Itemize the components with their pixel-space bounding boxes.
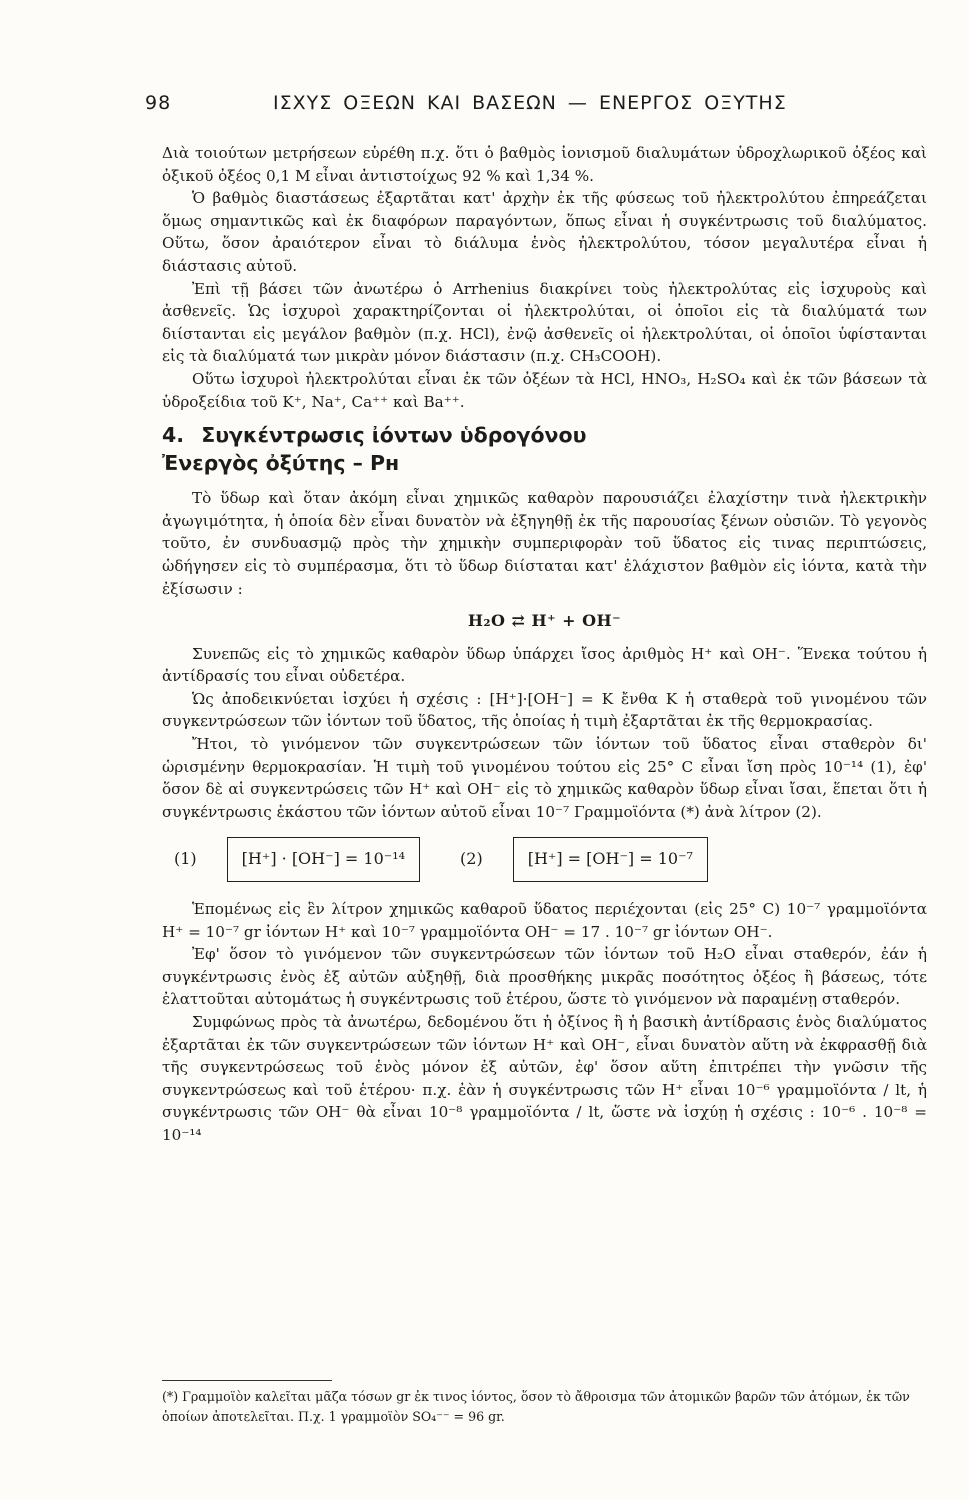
equation-label: (2) bbox=[460, 849, 483, 869]
equation-box-2: [H⁺] = [OH⁻] = 10⁻⁷ bbox=[513, 837, 708, 882]
boxed-equations bbox=[174, 837, 927, 882]
paragraph: Συμφώνως πρὸς τὰ ἀνωτέρω, δεδομένου ὅτι ἡ ὀξίνος ἢ ἡ βασικὴ ἀντίδρασις ἑνὸς διαλύματος ἐξαρτᾶται ἐκ τῶν συγκεντρώσεων τῶν ἰόντων H⁺ καὶ OH⁻, εἶναι δυνατὸν αὕτη νὰ ἐκφρασθῇ διὰ τῆς συγκεντρώσεως τοῦ ἑνὸς μόνον ἐξ αὐτῶν, ἐφ' ὅσον αὕτη ἐπιτρέπει τὴν γνῶσιν τῆς συγκεντρώσεως καὶ τοῦ ἑτέρου· π.χ. ἐὰν ἡ συγκέντρωσις τῶν H⁺ εἶναι 10⁻⁶ γραμμοϊόντα / lt, ἡ συγκέντρωσις τῶν OH⁻ θὰ εἶναι 10⁻⁸ γραμμοϊόντα / lt, ὥστε νὰ ἰσχύῃ ἡ σχέσις : 10⁻⁶ . 10⁻⁸ = 10⁻¹⁴ bbox=[162, 1013, 927, 1144]
paragraph: Διὰ τοιούτων μετρήσεων εὑρέθη π.χ. ὅτι ὁ βαθμὸς ἰονισμοῦ διαλυμάτων ὑδροχλωρικοῦ ὀξέος καὶ ὀξικοῦ ὀξέος 0,1 M εἶναι ἀντιστοίχως 92 % καὶ 1,34 %. bbox=[162, 144, 927, 185]
section-heading bbox=[162, 421, 927, 477]
section-title-line1: Συγκέντρωσις ἰόντων ὑδρογόνου bbox=[201, 423, 587, 448]
paragraph: Ἐπὶ τῇ βάσει τῶν ἀνωτέρω ὁ Arrhenius διακρίνει τοὺς ἠλεκτρολύτας εἰς ἰσχυροὺς καὶ ἀσθενεῖς. Ὡς ἰσχυροὶ χαρακτηρίζονται οἱ ἠλεκτρολύται, οἱ ὁποῖοι εἰς τὰ διαλύματά των διίστανται εἰς μεγάλον βαθμὸν (π.χ. HCl), ἐνῷ ἀσθενεῖς οἱ ἠλεκτρολύται, οἱ ὁποῖοι ὑφίστανται εἰς τὰ διαλύματά των μικρὰν μόνον διάστασιν (π.χ. CH₃COOH). bbox=[162, 279, 927, 366]
equation-label: (1) bbox=[174, 849, 197, 869]
paragraph: Ἑπομένως εἰς ἓν λίτρον χημικῶς καθαροῦ ὕδατος περιέχονται (εἰς 25° C) 10⁻⁷ γραμμοϊόντα H⁺ = 10⁻⁷ gr ἰόντων H⁺ καὶ 10⁻⁷ γραμμοϊόντα OH⁻ = 17 . 10⁻⁷ gr ἰόντων OH⁻. bbox=[162, 900, 927, 941]
page-number: 98 bbox=[145, 92, 172, 114]
paragraph: Ὁ βαθμὸς διαστάσεως ἐξαρτᾶται κατ' ἀρχὴν ἐκ τῆς φύσεως τοῦ ἠλεκτρολύτου ἐπηρεάζεται ὅμως σημαντικῶς καὶ ἐκ διαφόρων παραγόντων, ὅπως εἶναι ἡ συγκέντρωσις τοῦ διαλύματος. Οὕτω, ὅσον ἀραιότερον εἶναι τὸ διάλυμα ἑνὸς ἠλεκτρολύτου, τόσον μεγαλυτέρα εἶναι ἡ διάστασις αὐτοῦ. bbox=[162, 189, 927, 275]
water-dissociation-equation: H₂O ⇄ H⁺ + OH⁻ bbox=[467, 611, 622, 631]
footnote bbox=[162, 1380, 927, 1427]
paragraph: Οὕτω ἰσχυροὶ ἠλεκτρολύται εἶναι ἐκ τῶν ὀξέων τὰ HCl, HNO₃, H₂SO₄ καὶ ἐκ τῶν βάσεων τὰ ὑδροξείδια τοῦ K⁺, Na⁺, Ca⁺⁺ καὶ Ba⁺⁺. bbox=[162, 369, 927, 411]
section-title-line2: Ἐνεργὸς ὀξύτης – Pʜ bbox=[162, 451, 400, 476]
footnote-divider bbox=[162, 1380, 332, 1381]
page-header bbox=[145, 92, 819, 122]
paragraph: Ὡς ἀποδεικνύεται ἰσχύει ἡ σχέσις : [H⁺]·[OH⁻] = K ἔνθα K ἡ σταθερὰ τοῦ γινομένου τῶν συγκεντρώσεων τῶν ἰόντων τοῦ ὕδατος, τῆς ὁποίας ἡ τιμὴ ἐξαρτᾶται ἐκ τῆς θερμοκρασίας. bbox=[162, 689, 927, 731]
paragraph: Τὸ ὕδωρ καὶ ὅταν ἀκόμη εἶναι χημικῶς καθαρὸν παρουσιάζει ἐλαχίστην τινὰ ἠλεκτρικὴν ἀγωγιμότητα, ἡ ὁποία δὲν εἶναι δυνατὸν νὰ ἐξηγηθῇ ἐκ τῆς παρουσίας ξένων οὐσιῶν. Τὸ γεγονὸς τοῦτο, ἐν συνδυασμῷ πρὸς τὴν χημικὴν συμπεριφορὰν τοῦ ὕδατος εἰς τινας περιπτώσεις, ὡδήγησεν εἰς τὸ συμπέρασμα, ὅτι τὸ ὕδωρ διίσταται κατ' ἐλάχιστον βαθμὸν εἰς ἰόντα, κατὰ τὴν ἐξίσωσιν : bbox=[162, 489, 927, 598]
paragraph: Ἤτοι, τὸ γινόμενον τῶν συγκεντρώσεων τῶν ἰόντων τοῦ ὕδατος εἶναι σταθερὸν δι' ὡρισμένην θερμοκρασίαν. Ἡ τιμὴ τοῦ γινομένου τούτου εἰς 25° C εἶναι ἴση πρὸς 10⁻¹⁴ (1), ἐφ' ὅσον δὲ αἱ συγκεντρώσεις τῶν H⁺ καὶ OH⁻ εἰς τὸ χημικῶς καθαρὸν ὕδωρ εἶναι ἴσαι, ἕπεται ὅτι ἡ συγκέντρωσις ἑκάστου τῶν ἰόντων αὐτοῦ εἶναι 10⁻⁷ Γραμμοϊόντα (*) ἀνὰ λίτρον (2). bbox=[162, 735, 927, 821]
footnote-text: (*) Γραμμοϊὸν καλεῖται μᾶζα τόσων gr ἐκ τινος ἰόντος, ὅσον τὸ ἄθροισμα τῶν ἀτομικῶν βαρῶν τῶν ἀτόμων, ἐκ τῶν ὁποίων ἀποτελεῖται. Π.χ. 1 γραμμοϊὸν SO₄⁻⁻ = 96 gr. bbox=[162, 1389, 910, 1424]
running-title: ΙΣΧΥΣ ΟΞΕΩΝ ΚΑΙ ΒΑΣΕΩΝ — ΕΝΕΡΓΟΣ ΟΞΥΤΗΣ bbox=[273, 92, 787, 114]
equation-box-1: [H⁺] · [OH⁻] = 10⁻¹⁴ bbox=[227, 837, 420, 882]
paragraph: Συνεπῶς εἰς τὸ χημικῶς καθαρὸν ὕδωρ ὑπάρχει ἴσος ἀριθμὸς H⁺ καὶ OH⁻. Ἕνεκα τούτου ἡ ἀντίδρασίς του εἶναι οὐδετέρα. bbox=[162, 644, 927, 686]
page-body bbox=[162, 142, 927, 1147]
paragraph: Ἐφ' ὅσον τὸ γινόμενον τῶν συγκεντρώσεων τῶν ἰόντων τοῦ H₂O εἶναι σταθερόν, ἐάν ἡ συγκέντρωσις ἑνὸς ἐξ αὐτῶν αὐξηθῇ, διὰ προσθήκης μικρᾶς ποσότητος ὀξέος ἢ βάσεως, τότε ἐλαττοῦται αὐτομάτως ἡ συγκέντρωσις τοῦ ἑτέρου, ὥστε τὸ γινόμενον νὰ παραμένῃ σταθερόν. bbox=[162, 945, 927, 1009]
section-number: 4. bbox=[162, 423, 185, 448]
